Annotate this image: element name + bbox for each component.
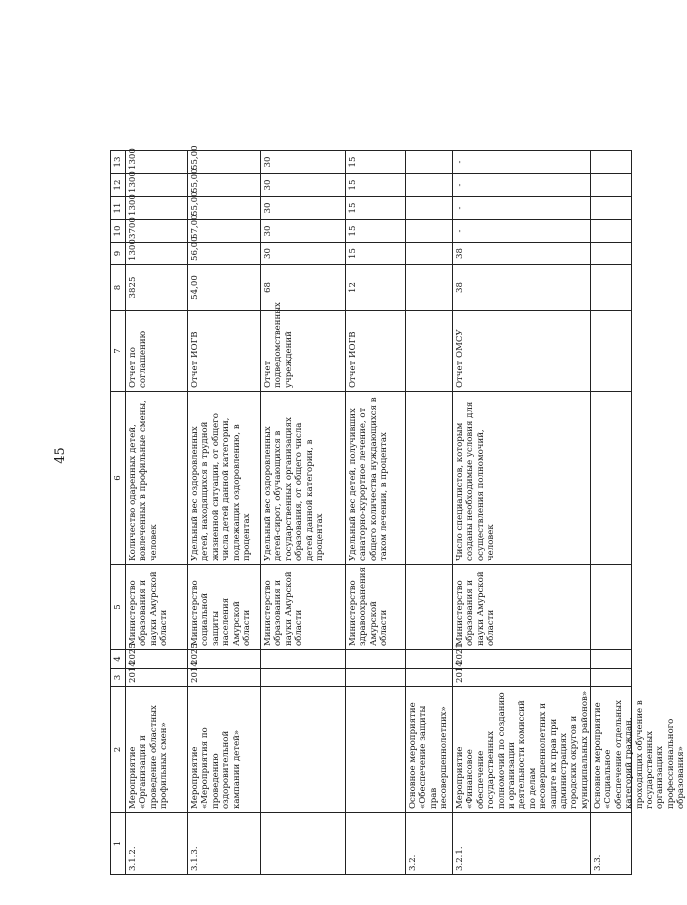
- indicator-value: 38: [452, 242, 591, 265]
- header-cell-4: 4: [110, 649, 126, 669]
- indicator-value: [590, 173, 632, 197]
- executor: Министерство здравоохранения Амурской области: [345, 564, 406, 650]
- start-year: [260, 668, 346, 687]
- indicator-name: [590, 391, 632, 565]
- indicator-value: [405, 242, 453, 265]
- indicator-value: 30: [260, 219, 346, 243]
- row-number: 3.2.: [405, 812, 453, 875]
- end-year: [590, 649, 632, 669]
- end-year: 2025: [187, 649, 261, 669]
- indicator-value: 30: [260, 196, 346, 220]
- indicator-value: 15: [345, 196, 406, 220]
- indicator-value: 15: [345, 150, 406, 174]
- activity-name: [260, 686, 346, 813]
- header-cell-11: 11: [110, 196, 126, 220]
- indicator-name: Удельный вес оздоровленных детей, находящихся в трудной жизненной ситуации, от общего числа детей данной категории, подлежащих оздоровлению, в процентах: [187, 391, 261, 565]
- start-year: 2014: [125, 668, 188, 687]
- header-cell-2: 2: [110, 686, 126, 813]
- indicator-value: 15: [345, 242, 406, 265]
- indicator-value: 30: [260, 173, 346, 197]
- activity-name: Мероприятие «Мероприятия по проведению оздоровительной кампании детей»: [187, 686, 261, 813]
- end-year: 2025: [125, 649, 188, 669]
- indicator-value: 3700: [125, 219, 188, 243]
- executor: [405, 564, 453, 650]
- indicator-value: 38: [452, 264, 591, 311]
- indicator-source: [590, 310, 632, 392]
- indicator-value: 12: [345, 264, 406, 311]
- indicator-value: [405, 196, 453, 220]
- header-cell-3: 3: [110, 668, 126, 687]
- indicator-value: [590, 264, 632, 311]
- start-year: [345, 668, 406, 687]
- activity-name: Мероприятие «Финансовое обеспечение государственных полномочий по созданию и организации деятельности комиссий по делам несовершеннолетних и защите их прав при администрациях городских округов и муниципальных районов»: [452, 686, 591, 813]
- activity-name: Основное мероприятие «Социальное обеспечение отдельных категорий граждан, проходящих обучение в государственных организациях профессионального образования»: [590, 686, 632, 813]
- activity-name: [345, 686, 406, 813]
- indicator-value: [405, 173, 453, 197]
- end-year: [345, 649, 406, 669]
- end-year: 2021: [452, 649, 591, 669]
- row-number: [345, 812, 406, 875]
- executor: [590, 564, 632, 650]
- indicator-value: 1300: [125, 196, 188, 220]
- indicator-value: [590, 219, 632, 243]
- executor: Министерство социальной защиты населения Амурской области: [187, 564, 261, 650]
- indicator-name: [405, 391, 453, 565]
- row-number: 3.2.1.: [452, 812, 591, 875]
- activity-name: Мероприятие «Организация и проведение областных профильных смен»: [125, 686, 188, 813]
- end-year: [405, 649, 453, 669]
- row-number: 3.3.: [590, 812, 632, 875]
- indicator-value: [405, 150, 453, 174]
- executor: Министерство образования и науки Амурской области: [260, 564, 346, 650]
- row-number: [260, 812, 346, 875]
- indicator-value: 1300: [125, 173, 188, 197]
- indicator-source: Отчет ОМСУ: [452, 310, 591, 392]
- row-number: 3.1.2.: [125, 812, 188, 875]
- header-cell-1: 1: [110, 812, 126, 875]
- indicator-value: -: [452, 150, 591, 174]
- indicator-source: Отчет ИОГВ: [187, 310, 261, 392]
- header-cell-13: 13: [110, 150, 126, 174]
- indicator-value: 56,00: [187, 242, 261, 265]
- indicator-value: [405, 219, 453, 243]
- indicator-value: 30: [260, 150, 346, 174]
- indicator-value: -: [452, 219, 591, 243]
- executor: Министерство образования и науки Амурской области: [125, 564, 188, 650]
- header-cell-10: 10: [110, 219, 126, 243]
- start-year: 2014: [452, 668, 591, 687]
- header-cell-12: 12: [110, 173, 126, 197]
- indicator-value: 1300: [125, 150, 188, 174]
- indicator-source: Отчет ИОГВ: [345, 310, 406, 392]
- indicator-source: [405, 310, 453, 392]
- indicator-value: -: [452, 196, 591, 220]
- indicator-value: 15: [345, 219, 406, 243]
- start-year: 2014: [187, 668, 261, 687]
- header-cell-5: 5: [110, 564, 126, 650]
- indicator-value: -: [452, 173, 591, 197]
- indicator-value: 55,00: [187, 196, 261, 220]
- indicator-value: [405, 264, 453, 311]
- executor: Министерство образования и науки Амурской области: [452, 564, 591, 650]
- header-cell-6: 6: [110, 391, 126, 565]
- indicator-value: [590, 196, 632, 220]
- indicator-name: Удельный вес оздоровленных детей-сирот, обучающихся в государственных организациях образования, от общего числа детей данной категории, в процентах: [260, 391, 346, 565]
- indicator-name: Число специалистов, которым созданы необходимые условия для осуществления полномочий, человек: [452, 391, 591, 565]
- indicator-value: 30: [260, 242, 346, 265]
- indicator-value: 3825: [125, 264, 188, 311]
- row-number: 3.1.3.: [187, 812, 261, 875]
- start-year: [405, 668, 453, 687]
- header-cell-9: 9: [110, 242, 126, 265]
- indicator-value: 1300: [125, 242, 188, 265]
- indicator-name: Удельный вес детей, получивших санаторно-курортное лечение, от общего количества нуждающихся в таком лечении, в процентах: [345, 391, 406, 565]
- activity-name: Основное мероприятие «Обеспечение защиты прав несовершеннолетних»: [405, 686, 453, 813]
- page-number: 45: [52, 447, 68, 464]
- end-year: [260, 649, 346, 669]
- indicator-name: Количество одаренных детей, вовлеченных в профильные смены, человек: [125, 391, 188, 565]
- indicator-source: Отчет по соглашению: [125, 310, 188, 392]
- indicator-value: 55,00: [187, 150, 261, 174]
- header-cell-7: 7: [110, 310, 126, 392]
- indicator-value: 68: [260, 264, 346, 311]
- indicator-source: Отчет подведомственных учреждений: [260, 310, 346, 392]
- indicator-value: 15: [345, 173, 406, 197]
- indicator-value: [590, 150, 632, 174]
- indicator-value: 54,00: [187, 264, 261, 311]
- indicator-value: 55,00: [187, 173, 261, 197]
- indicator-value: 57,00: [187, 219, 261, 243]
- indicator-value: [590, 242, 632, 265]
- header-cell-8: 8: [110, 264, 126, 311]
- start-year: [590, 668, 632, 687]
